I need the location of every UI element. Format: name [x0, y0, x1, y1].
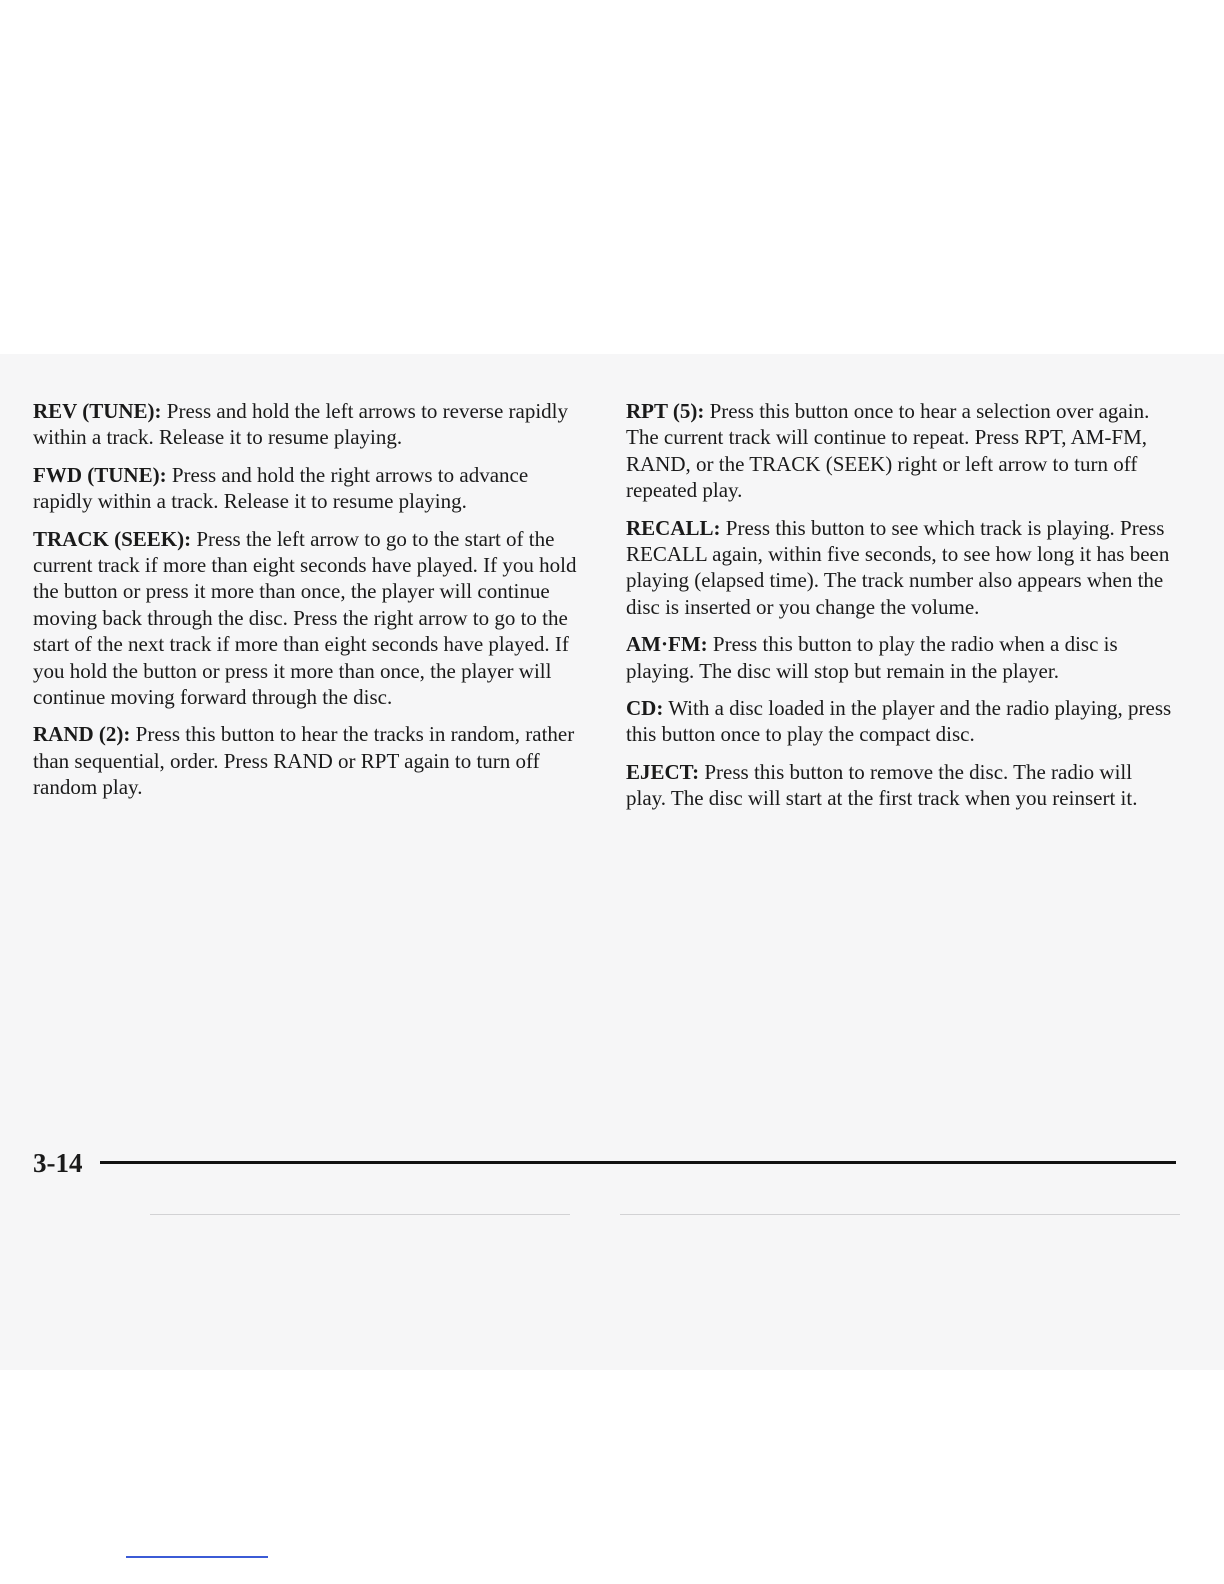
entry-term: RAND (2): — [33, 722, 131, 747]
entry-term: EJECT: — [626, 759, 700, 784]
entry-fwd-tune — [33, 462, 585, 515]
entry-cd — [626, 695, 1174, 748]
entry-text: Press and hold the left arrows to reverse rapidly within a track. Release it to resume playing. — [33, 399, 569, 450]
entry-rpt — [626, 398, 1174, 504]
entry-eject — [626, 759, 1174, 812]
entry-text: Press this button to hear the tracks in random, rather than sequential, order. Press RAND or RPT again to turn off random play. — [33, 722, 575, 800]
entry-term: CD: — [626, 696, 664, 721]
entry-term: FWD (TUNE): — [33, 462, 167, 487]
entry-text: Press this button to remove the disc. The radio will play. The disc will start at the first track when you reinsert it. — [626, 759, 1138, 811]
entry-text: Press and hold the right arrows to advance rapidly within a track. Release it to resume playing. — [33, 462, 529, 514]
entry-term: AM·FM: — [626, 632, 708, 657]
entry-term: RECALL: — [626, 515, 721, 540]
footer-rule — [100, 1161, 1176, 1164]
bottom-mark — [126, 1556, 268, 1558]
entry-am-fm — [626, 631, 1174, 684]
entry-text: Press this button once to hear a selection over again. The current track will continue to repeat. Press RPT, AM-FM, RAND, or the TRACK (SEEK) right or left arrow to turn off repeated play. — [626, 399, 1150, 503]
left-column — [33, 398, 585, 812]
right-column — [626, 398, 1174, 823]
entry-term: RPT (5): — [626, 399, 705, 423]
faint-divider-right — [620, 1214, 1180, 1215]
entry-rev-tune — [33, 398, 585, 451]
entry-text: With a disc loaded in the player and the radio playing, press this button once to play the compact disc. — [626, 696, 1172, 747]
entry-term: REV (TUNE): — [33, 399, 162, 423]
entry-text: Press this button to see which track is playing. Press RECALL again, within five seconds, to see how long it has been playing (elapsed time). The track number also appears when the disc is inserted or you change the volume. — [626, 515, 1170, 619]
entry-recall — [626, 515, 1174, 621]
entry-rand — [33, 721, 585, 800]
entry-text: Press this button to play the radio when a disc is playing. The disc will stop but remain in the player. — [626, 632, 1118, 683]
entry-track-seek — [33, 526, 585, 711]
entry-term: TRACK (SEEK): — [33, 526, 192, 551]
page-number: 3-14 — [33, 1148, 83, 1178]
entry-text: Press the left arrow to go to the start of the current track if more than eight seconds have played. If you hold the button or press it more than once, the player will continue moving back through the disc. Press the right arrow to go to the start of the next track if more than eight seconds have played. If you hold the button or press it more than once, the player will continue moving forward through the disc. — [33, 526, 577, 710]
faint-divider-left — [150, 1214, 570, 1215]
